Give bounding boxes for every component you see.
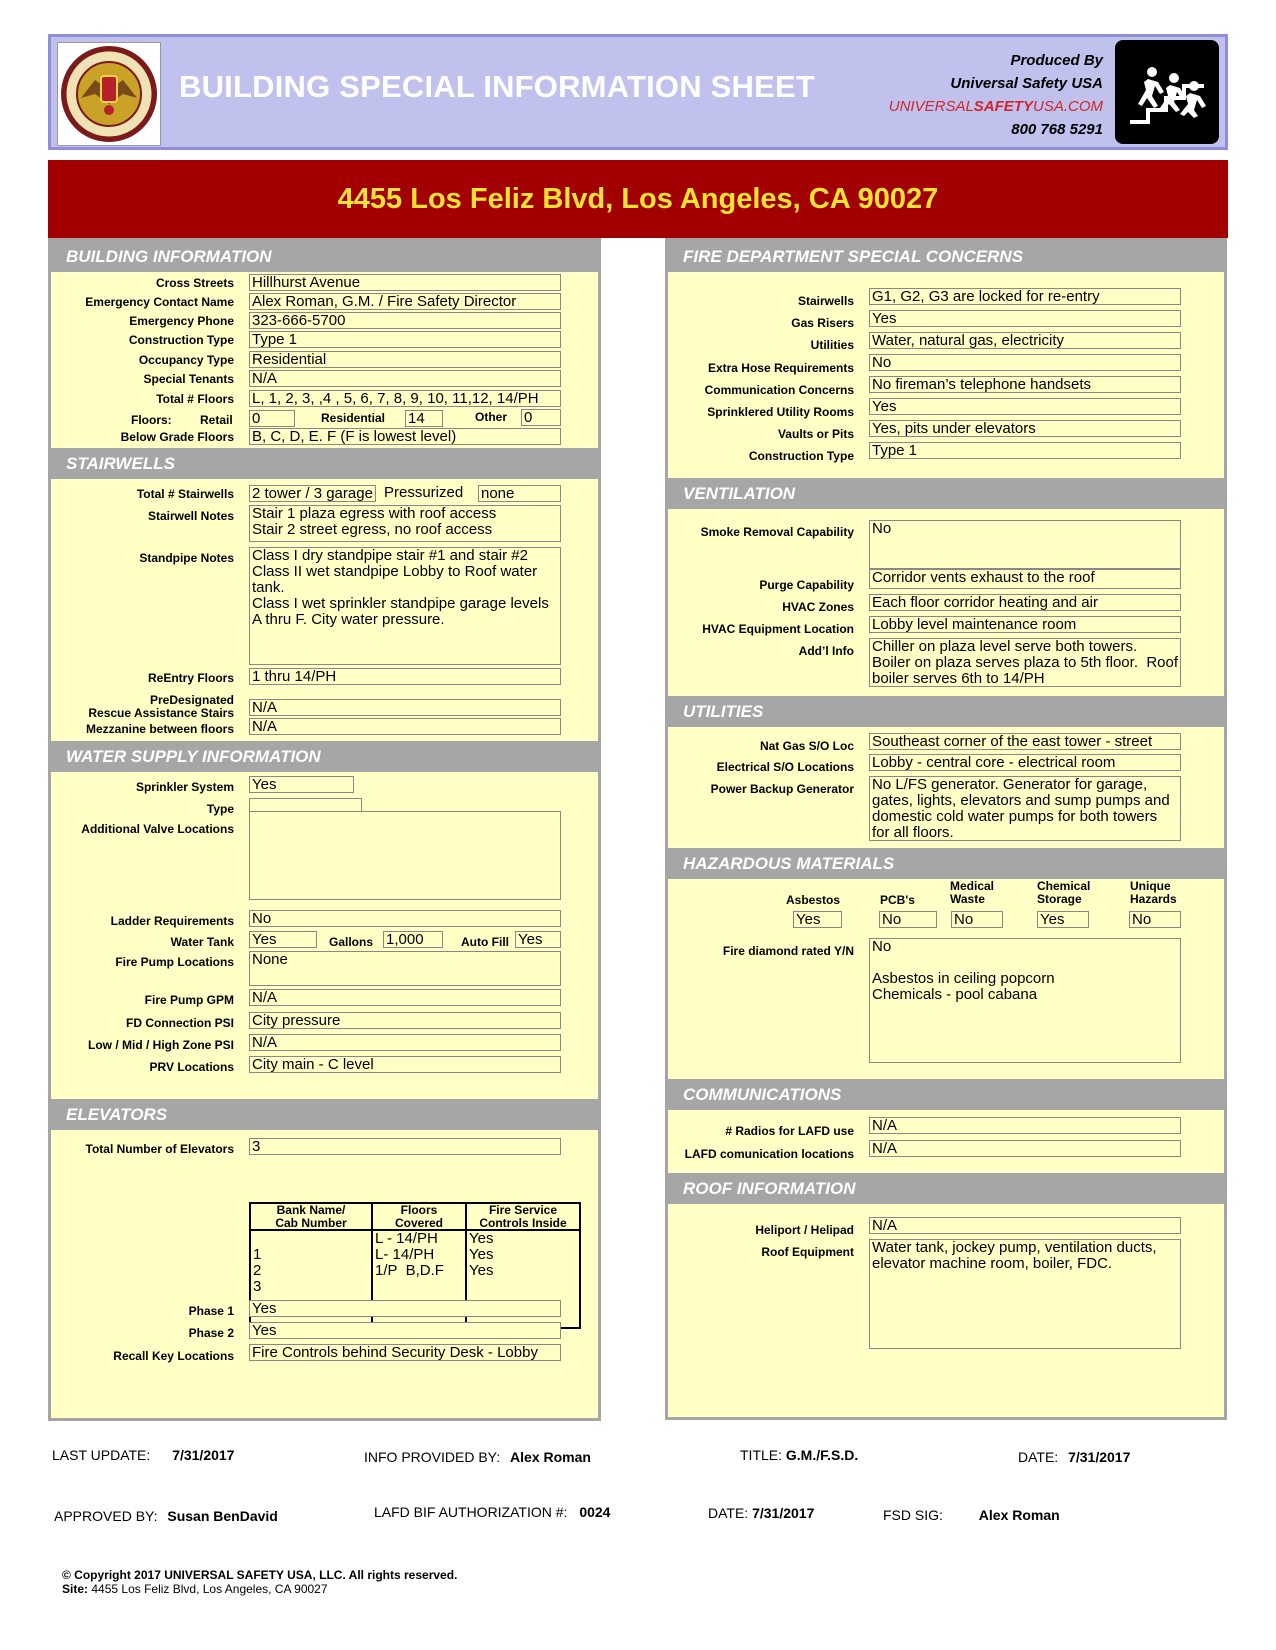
vaults-pits-field[interactable]: Yes, pits under elevators: [869, 420, 1181, 437]
fire-pump-locations-label: Fire Pump Locations: [115, 955, 234, 969]
sprinkler-system-field[interactable]: Yes: [249, 776, 354, 793]
sprinklered-rooms-field[interactable]: Yes: [869, 398, 1181, 415]
total-stairwells-label: Total # Stairwells: [136, 487, 234, 501]
bank-name-cells[interactable]: 1 2 3: [251, 1231, 373, 1327]
recall-key-label: Recall Key Locations: [113, 1349, 234, 1363]
fire-service-header: Fire Service Controls Inside: [467, 1204, 579, 1231]
heliport-field[interactable]: N/A: [869, 1217, 1181, 1234]
electrical-shutoff-label: Electrical S/O Locations: [716, 760, 854, 774]
gas-shutoff-label: Nat Gas S/O Loc: [759, 739, 854, 753]
gas-shutoff-field[interactable]: Southeast corner of the east tower - street: [869, 733, 1181, 750]
below-grade-field[interactable]: B, C, D, E. F (F is lowest level): [249, 428, 561, 445]
gallons-field[interactable]: 1,000: [383, 931, 443, 948]
info-date: DATE: 7/31/2017: [1018, 1449, 1131, 1465]
reentry-floors-field[interactable]: 1 thru 14/PH: [249, 668, 561, 685]
hvac-location-label: HVAC Equipment Location: [702, 622, 854, 636]
occupancy-type-field[interactable]: Residential: [249, 351, 561, 368]
fire-pump-gpm-field[interactable]: N/A: [249, 989, 561, 1006]
construction-type-label: Construction Type: [128, 333, 234, 347]
heliport-label: Heliport / Helipad: [755, 1223, 854, 1237]
total-elevators-field[interactable]: 3: [249, 1138, 561, 1155]
left-column: [48, 238, 601, 1421]
utilities-heading: UTILITIES: [668, 696, 1224, 727]
zone-psi-label: Low / Mid / High Zone PSI: [88, 1038, 234, 1052]
right-column: [665, 238, 1227, 1420]
asbestos-label: Asbestos: [786, 893, 841, 907]
sheet-title: BUILDING SPECIAL INFORMATION SHEET: [179, 69, 816, 104]
fire-pump-locations-field[interactable]: None: [249, 951, 561, 986]
prv-locations-label: PRV Locations: [149, 1060, 234, 1074]
total-floors-label: Total # Floors: [156, 392, 234, 406]
occupancy-type-label: Occupancy Type: [138, 353, 234, 367]
fire-service-cells[interactable]: Yes Yes Yes: [469, 1230, 494, 1279]
auto-fill-field[interactable]: Yes: [515, 931, 561, 948]
power-backup-field[interactable]: No L/FS generator. Generator for garage, gates, lights, elevators and sump pumps and domestic cold water pumps for both towers for all floors.: [869, 776, 1181, 841]
contact-name-field[interactable]: Alex Roman, G.M. / Fire Safety Director: [249, 293, 561, 310]
authorization-number: LAFD BIF AUTHORIZATION #: 0024: [374, 1504, 611, 1520]
comm-locations-label: LAFD comunication locations: [684, 1147, 854, 1161]
hvac-location-field[interactable]: Lobby level maintenance room: [869, 616, 1181, 633]
medical-waste-label: Medical Waste: [950, 879, 995, 906]
fd-concerns-heading: FIRE DEPARTMENT SPECIAL CONCERNS: [668, 241, 1224, 272]
unique-hazards-label: Unique Hazards: [1130, 879, 1177, 906]
roof-equipment-field[interactable]: Water tank, jockey pump, ventilation ducts, elevator machine room, boiler, FDC.: [869, 1239, 1181, 1349]
producer-block: [889, 49, 1103, 141]
ventilation-heading: VENTILATION: [668, 478, 1224, 509]
total-elevators-label: Total Number of Elevators: [85, 1142, 234, 1156]
company-phone: 800 768 5291: [1011, 121, 1103, 138]
power-backup-label: Power Backup Generator: [710, 782, 854, 796]
residential-field[interactable]: 14: [405, 410, 443, 427]
utilities-field[interactable]: Water, natural gas, electricity: [869, 332, 1181, 349]
retail-label: Retail: [200, 413, 233, 427]
recall-key-field[interactable]: Fire Controls behind Security Desk - Lobby: [249, 1344, 561, 1361]
signer-title: TITLE: G.M./F.S.D.: [740, 1447, 859, 1463]
fire-pump-gpm-label: Fire Pump GPM: [144, 993, 234, 1007]
communication-concerns-label: Communication Concerns: [704, 383, 854, 397]
approved-by: APPROVED BY: Susan BenDavid: [54, 1508, 278, 1524]
pcb-label: PCB's: [880, 893, 915, 907]
addl-info-field[interactable]: Chiller on plaza level serve both towers. Boiler on plaza serves plaza to 5th floor. Roof boiler serves 6th to 14/PH: [869, 638, 1181, 687]
other-label: Other: [475, 410, 508, 424]
produced-by-label: Produced By: [1010, 52, 1103, 69]
emergency-phone-field[interactable]: 323-666-5700: [249, 312, 561, 329]
sprinklered-rooms-label: Sprinklered Utility Rooms: [707, 405, 854, 419]
ladder-requirements-field[interactable]: No: [249, 910, 561, 927]
sprinkler-system-label: Sprinkler System: [135, 780, 234, 794]
copyright: [62, 1568, 457, 1596]
communication-concerns-field[interactable]: No fireman’s telephone handsets: [869, 376, 1181, 393]
water-tank-label: Water Tank: [170, 935, 234, 949]
concerns-stairwells-label: Stairwells: [797, 294, 854, 308]
concerns-construction-label: Construction Type: [748, 449, 854, 463]
special-tenants-field[interactable]: N/A: [249, 370, 561, 387]
prv-locations-field[interactable]: City main - C level: [249, 1056, 561, 1073]
vaults-pits-label: Vaults or Pits: [777, 427, 854, 441]
valve-locations-label: Additional Valve Locations: [81, 822, 234, 836]
universal-safety-logo-icon: [1115, 40, 1219, 144]
fd-connection-psi-field[interactable]: City pressure: [249, 1012, 561, 1029]
lafd-logo: [57, 42, 161, 146]
stairwell-notes-label: Stairwell Notes: [147, 509, 234, 523]
total-floors-field[interactable]: L, 1, 2, 3, ,4 , 5, 6, 7, 8, 9, 10, 11,12, 14/PH: [249, 390, 561, 407]
emergency-phone-label: Emergency Phone: [129, 314, 234, 328]
stairwells-heading: STAIRWELLS: [51, 448, 598, 479]
other-field[interactable]: 0: [521, 409, 561, 426]
standpipe-notes-field[interactable]: Class I dry standpipe stair #1 and stair #2 Class II wet standpipe Lobby to Roof water tank. Class I wet sprinkler standpipe garage levels A thru F. City water pressure.: [249, 547, 561, 665]
extra-hose-label: Extra Hose Requirements: [707, 361, 854, 375]
asbestos-field[interactable]: Yes: [793, 911, 842, 928]
water-tank-field[interactable]: Yes: [249, 931, 317, 948]
mezzanine-label: Mezzanine between floors: [85, 722, 234, 736]
mezzanine-field[interactable]: N/A: [249, 718, 561, 735]
addl-info-label: Add’l Info: [798, 644, 854, 658]
chemical-storage-field[interactable]: Yes: [1037, 911, 1089, 928]
fire-diamond-label: Fire diamond rated Y/N: [722, 944, 854, 958]
smoke-removal-field[interactable]: No: [869, 520, 1181, 569]
concerns-stairwells-field[interactable]: G1, G2, G3 are locked for re-entry: [869, 288, 1181, 305]
gallons-label: Gallons: [329, 935, 374, 949]
site-line: Site: 4455 Los Feliz Blvd, Los Angeles, CA 90027: [62, 1582, 328, 1596]
radios-field[interactable]: N/A: [869, 1117, 1181, 1134]
roof-equipment-label: Roof Equipment: [761, 1245, 854, 1259]
building-address: 4455 Los Feliz Blvd, Los Angeles, CA 90027: [337, 182, 939, 215]
total-stairwells-field[interactable]: 2 tower / 3 garage: [249, 485, 376, 502]
sprinkler-type-label: Type: [206, 802, 234, 816]
gas-risers-field[interactable]: Yes: [869, 310, 1181, 327]
auto-fill-label: Auto Fill: [461, 935, 509, 949]
ladder-requirements-label: Ladder Requirements: [110, 914, 234, 928]
company-name: Universal Safety USA: [950, 75, 1103, 92]
smoke-removal-label: Smoke Removal Capability: [700, 525, 854, 539]
bank-name-header: Bank Name/ Cab Number: [251, 1204, 373, 1231]
special-tenants-label: Special Tenants: [143, 372, 234, 386]
cross-streets-field[interactable]: Hillhurst Avenue: [249, 274, 561, 291]
below-grade-label: Below Grade Floors: [120, 430, 234, 444]
pressurized-field[interactable]: none: [478, 485, 561, 502]
phase1-label: Phase 1: [188, 1304, 234, 1318]
purge-capability-field[interactable]: Corridor vents exhaust to the roof: [869, 569, 1181, 589]
standpipe-notes-label: Standpipe Notes: [139, 551, 234, 565]
zone-psi-field[interactable]: N/A: [249, 1034, 561, 1051]
electrical-shutoff-field[interactable]: Lobby - central core - electrical room: [869, 754, 1181, 771]
hvac-zones-field[interactable]: Each floor corridor heating and air: [869, 594, 1181, 611]
copyright-text: © Copyright 2017 UNIVERSAL SAFETY USA, LLC. All rights reserved.: [62, 1568, 458, 1582]
unique-hazards-field[interactable]: No: [1129, 911, 1181, 928]
company-url[interactable]: UNIVERSALSAFETYUSA.COM: [888, 98, 1103, 115]
pcb-field[interactable]: No: [879, 911, 937, 928]
stairwell-notes-field[interactable]: Stair 1 plaza egress with roof access Stair 2 street egress, no roof access: [249, 505, 561, 542]
construction-type-field[interactable]: Type 1: [249, 331, 561, 348]
floors-label: Floors:: [131, 413, 172, 427]
predesignated-field[interactable]: N/A: [249, 699, 561, 716]
elevators-heading: ELEVATORS: [51, 1099, 598, 1130]
pressurized-label: Pressurized: [384, 484, 464, 501]
floors-covered-header: Floors Covered: [373, 1204, 467, 1231]
extra-hose-field[interactable]: No: [869, 354, 1181, 371]
contact-name-label: Emergency Contact Name: [85, 295, 234, 309]
fsd-signature: FSD SIG: Alex Roman: [883, 1507, 1060, 1523]
fd-connection-psi-label: FD Connection PSI: [126, 1016, 234, 1030]
valve-locations-field[interactable]: [249, 811, 561, 900]
floors-covered-cells[interactable]: L - 14/PH L- 14/PH 1/P B,D.F: [373, 1231, 467, 1327]
water-supply-heading: WATER SUPPLY INFORMATION: [51, 741, 598, 772]
medical-waste-field[interactable]: No: [951, 911, 1003, 928]
address-banner: [48, 160, 1228, 238]
roof-heading: ROOF INFORMATION: [668, 1173, 1224, 1204]
lafd-seal-icon: [61, 46, 157, 142]
predesignated-label: PreDesignated Rescue Assistance Stairs: [88, 693, 234, 720]
building-info-heading: BUILDING INFORMATION: [51, 241, 598, 272]
communications-heading: COMMUNICATIONS: [668, 1079, 1224, 1110]
approval-date: DATE: 7/31/2017: [708, 1505, 815, 1521]
phase1-field[interactable]: Yes: [249, 1300, 561, 1317]
reentry-floors-label: ReEntry Floors: [147, 671, 234, 685]
utilities-label: Utilities: [810, 338, 854, 352]
chemical-storage-label: Chemical Storage: [1037, 879, 1091, 906]
gas-risers-label: Gas Risers: [791, 316, 854, 330]
phase2-label: Phase 2: [188, 1326, 234, 1340]
cross-streets-label: Cross Streets: [155, 276, 234, 290]
radios-label: # Radios for LAFD use: [725, 1124, 854, 1138]
info-provided: INFO PROVIDED BY: Alex Roman: [364, 1449, 591, 1465]
hvac-zones-label: HVAC Zones: [782, 600, 854, 614]
last-update: LAST UPDATE: 7/31/2017: [52, 1447, 235, 1463]
comm-locations-field[interactable]: N/A: [869, 1140, 1181, 1157]
hazmat-heading: HAZARDOUS MATERIALS: [668, 848, 1224, 879]
concerns-construction-field[interactable]: Type 1: [869, 442, 1181, 459]
fire-diamond-field[interactable]: No Asbestos in ceiling popcorn Chemicals - pool cabana: [869, 938, 1181, 1063]
retail-field[interactable]: 0: [249, 410, 295, 427]
residential-label: Residential: [321, 411, 386, 425]
purge-capability-label: Purge Capability: [759, 578, 854, 592]
phase2-field[interactable]: Yes: [249, 1322, 561, 1339]
header: [48, 34, 1228, 150]
